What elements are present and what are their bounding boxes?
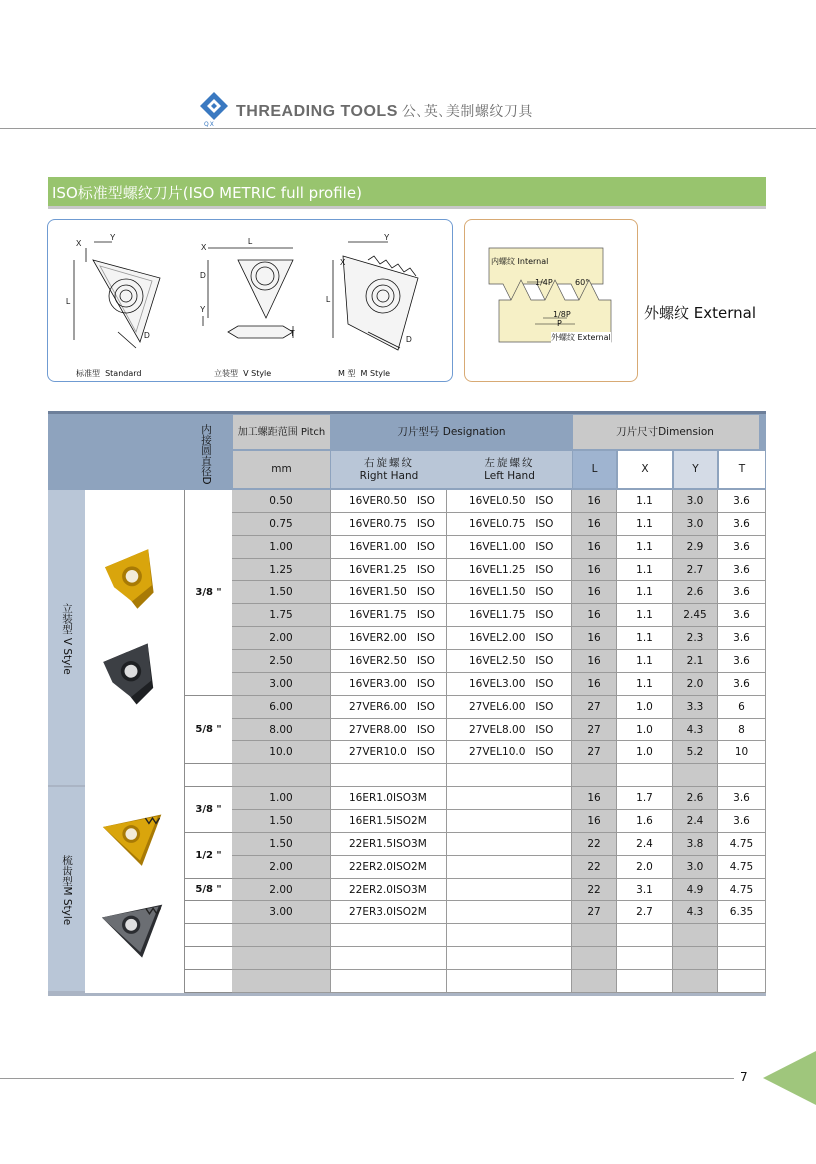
ic-diameter-blank-21 xyxy=(185,970,232,993)
header-y: Y xyxy=(692,463,699,475)
pitch-label: P xyxy=(557,319,562,328)
table-cell-left: 16VEL3.00 ISO xyxy=(447,673,572,696)
table-cell-right: 27VER10.0 ISO xyxy=(331,741,447,764)
ic-diameter-cell-2: 3/8 " xyxy=(185,787,232,833)
table-cell-pitch xyxy=(232,970,331,993)
table-cell-y: 2.3 xyxy=(673,627,718,650)
table-cell-t xyxy=(718,924,766,947)
m-style-label-x: X xyxy=(340,258,346,267)
table-cell-x: 2.4 xyxy=(617,833,673,856)
table-cell-left: 16VEL0.75 ISO xyxy=(447,513,572,536)
table-cell-x: 1.1 xyxy=(617,559,673,582)
table-cell-x: 1.0 xyxy=(617,719,673,742)
table-cell-t: 3.6 xyxy=(718,490,766,513)
table-cell-left xyxy=(447,901,572,924)
table-cell-left: 27VEL10.0 ISO xyxy=(447,741,572,764)
table-cell-left xyxy=(447,970,572,993)
table-cell-x: 1.1 xyxy=(617,490,673,513)
table-cell-right: 16ER1.5ISO2M xyxy=(331,810,447,833)
header-left-hand xyxy=(447,451,572,488)
table-cell-left: 16VEL2.00 ISO xyxy=(447,627,572,650)
table-cell-right xyxy=(331,947,447,970)
table-cell-left: 16VEL2.50 ISO xyxy=(447,650,572,673)
table-cell-l xyxy=(572,924,617,947)
insert-diagrams-panel xyxy=(47,219,453,382)
table-cell-x: 1.0 xyxy=(617,741,673,764)
logo-text: QX xyxy=(204,121,215,128)
table-cell-t: 3.6 xyxy=(718,810,766,833)
header-subtitle-cn: 公､英､美制螺纹刀具 xyxy=(401,103,533,119)
standard-label-d: D xyxy=(144,331,150,340)
table-cell-left: 27VEL6.00 ISO xyxy=(447,696,572,719)
table-cell-l: 16 xyxy=(572,513,617,536)
table-cell-left xyxy=(447,947,572,970)
table-cell-left: 16VEL1.25 ISO xyxy=(447,559,572,582)
group-label-0: 立装型 V Style xyxy=(61,602,73,675)
table-cell-l: 16 xyxy=(572,490,617,513)
table-cell-left xyxy=(447,879,572,902)
table-cell-pitch: 1.00 xyxy=(232,787,331,810)
table-cell-l: 16 xyxy=(572,604,617,627)
header-t: T xyxy=(738,463,746,475)
table-cell-pitch: 8.00 xyxy=(232,719,331,742)
table-cell-t xyxy=(718,764,766,787)
table-cell-y: 2.45 xyxy=(673,604,718,627)
table-cell-x: 2.7 xyxy=(617,901,673,924)
table-cell-pitch: 1.75 xyxy=(232,604,331,627)
footer-divider xyxy=(0,1078,734,1079)
table-cell-y: 2.1 xyxy=(673,650,718,673)
table-cell-x: 1.1 xyxy=(617,536,673,559)
header-x: X xyxy=(641,463,649,475)
header-divider xyxy=(0,128,816,129)
table-cell-left xyxy=(447,787,572,810)
table-cell-y: 3.3 xyxy=(673,696,718,719)
page-number: 7 xyxy=(740,1070,748,1084)
table-cell-y: 2.4 xyxy=(673,810,718,833)
table-cell-l: 22 xyxy=(572,833,617,856)
table-cell-pitch: 1.50 xyxy=(232,581,331,604)
table-cell-l: 16 xyxy=(572,536,617,559)
table-cell-pitch: 2.00 xyxy=(232,856,331,879)
table-cell-right: 16VER0.75 ISO xyxy=(331,513,447,536)
table-cell-l: 16 xyxy=(572,787,617,810)
table-cell-y xyxy=(673,970,718,993)
table-cell-x: 1.1 xyxy=(617,604,673,627)
table-cell-x: 1.1 xyxy=(617,513,673,536)
table-cell-right: 22ER1.5ISO3M xyxy=(331,833,447,856)
header-left-hand-en: Left Hand xyxy=(484,469,535,482)
m-style-gold-insert-image xyxy=(96,811,170,873)
table-cell-t: 3.6 xyxy=(718,604,766,627)
table-cell-pitch: 1.50 xyxy=(232,810,331,833)
table-cell-x: 3.1 xyxy=(617,879,673,902)
v-style-dark-insert-image xyxy=(94,635,168,713)
table-cell-y: 3.0 xyxy=(673,513,718,536)
v-style-label-d: D xyxy=(200,271,206,280)
m-style-dark-insert-image xyxy=(96,901,170,965)
table-cell-y: 5.2 xyxy=(673,741,718,764)
external-thread-title: 外螺纹 External xyxy=(644,304,757,322)
table-cell-left xyxy=(447,856,572,879)
ic-diameter-blank-12 xyxy=(185,764,232,787)
table-cell-y: 2.7 xyxy=(673,559,718,582)
table-cell-l: 16 xyxy=(572,673,617,696)
table-cell-y: 2.6 xyxy=(673,581,718,604)
table-cell-right: 16VER1.00 ISO xyxy=(331,536,447,559)
table-cell-y: 4.3 xyxy=(673,719,718,742)
header-title-en: THREADING TOOLS xyxy=(236,103,398,120)
table-cell-x xyxy=(617,924,673,947)
table-cell-y xyxy=(673,924,718,947)
table-cell-right: 16VER1.75 ISO xyxy=(331,604,447,627)
v-style-label-x: X xyxy=(201,243,207,252)
table-cell-l xyxy=(572,970,617,993)
table-cell-l: 16 xyxy=(572,627,617,650)
table-cell-left xyxy=(447,924,572,947)
table-cell-left: 16VEL1.00 ISO xyxy=(447,536,572,559)
table-cell-l: 16 xyxy=(572,581,617,604)
table-cell-t: 3.6 xyxy=(718,650,766,673)
table-cell-pitch: 1.50 xyxy=(232,833,331,856)
m-style-caption: M 型 M Style xyxy=(338,369,391,378)
table-cell-t: 6.35 xyxy=(718,901,766,924)
table-cell-pitch: 3.00 xyxy=(232,673,331,696)
table-cell-y xyxy=(673,764,718,787)
ic-diameter-blank-19 xyxy=(185,924,232,947)
table-cell-y: 2.0 xyxy=(673,673,718,696)
v-style-label-t: T xyxy=(290,329,295,338)
table-cell-pitch xyxy=(232,947,331,970)
table-cell-t xyxy=(718,970,766,993)
header-left-hand-cn: 左旋螺纹 xyxy=(484,456,535,469)
table-cell-t: 4.75 xyxy=(718,833,766,856)
header-title xyxy=(236,101,533,121)
m-style-label-y: Y xyxy=(384,233,390,242)
section-title: ISO标准型螺纹刀片(ISO METRIC full profile) xyxy=(52,184,362,202)
table-cell-t: 3.6 xyxy=(718,673,766,696)
standard-label-l: L xyxy=(66,297,71,306)
table-cell-right: 16VER2.50 ISO xyxy=(331,650,447,673)
table-cell-t: 8 xyxy=(718,719,766,742)
table-cell-right: 27VER6.00 ISO xyxy=(331,696,447,719)
table-cell-x xyxy=(617,947,673,970)
table-cell-x: 1.1 xyxy=(617,673,673,696)
header-right-hand-cn: 右旋螺纹 xyxy=(364,456,414,469)
table-cell-y: 2.9 xyxy=(673,536,718,559)
header-pitch-unit: mm xyxy=(271,463,292,475)
table-cell-pitch xyxy=(232,924,331,947)
v-style-gold-insert-image xyxy=(96,539,168,619)
table-cell-right: 27ER3.0ISO2M xyxy=(331,901,447,924)
table-cell-right: 16ER1.0ISO3M xyxy=(331,787,447,810)
header-designation: 刀片型号 Designation xyxy=(397,425,506,438)
table-cell-t: 6 xyxy=(718,696,766,719)
header-blank-cell xyxy=(48,414,185,490)
table-cell-t: 3.6 xyxy=(718,581,766,604)
table-cell-x: 1.6 xyxy=(617,810,673,833)
table-cell-l: 27 xyxy=(572,719,617,742)
table-cell-y: 3.0 xyxy=(673,856,718,879)
table-cell-pitch: 1.00 xyxy=(232,536,331,559)
header-ic-diameter: 内接圆直径D xyxy=(200,423,212,485)
ic-diameter-cell-0: 3/8 " xyxy=(185,490,232,696)
table-cell-t: 4.75 xyxy=(718,856,766,879)
v-style-caption: 立装型 V Style xyxy=(214,369,272,378)
standard-label-y: Y xyxy=(110,233,116,242)
table-cell-left xyxy=(447,764,572,787)
thread-profile-drawing xyxy=(465,220,637,381)
table-cell-pitch: 2.50 xyxy=(232,650,331,673)
v-style-label-y: Y xyxy=(200,305,206,314)
header-right-hand-en: Right Hand xyxy=(359,469,419,482)
table-cell-left: 16VEL1.75 ISO xyxy=(447,604,572,627)
table-cell-pitch: 2.00 xyxy=(232,627,331,650)
table-cell-left: 16VEL0.50 ISO xyxy=(447,490,572,513)
table-cell-right: 16VER0.50 ISO xyxy=(331,490,447,513)
table-cell-l: 27 xyxy=(572,741,617,764)
table-cell-x: 1.7 xyxy=(617,787,673,810)
table-cell-x xyxy=(617,970,673,993)
table-cell-x: 1.1 xyxy=(617,627,673,650)
table-cell-x: 1.1 xyxy=(617,581,673,604)
table-cell-pitch: 2.00 xyxy=(232,879,331,902)
insert-spec-table xyxy=(48,411,766,994)
table-cell-right xyxy=(331,764,447,787)
table-cell-pitch: 0.75 xyxy=(232,513,331,536)
m-style-label-d: D xyxy=(406,335,412,344)
table-cell-l: 22 xyxy=(572,879,617,902)
eighth-pitch-label: 1/8P xyxy=(553,310,571,319)
group-label-1: 梳齿型M Style xyxy=(61,854,73,926)
header-pitch-range: 加工螺距范围 Pitch xyxy=(237,426,326,438)
header-dimension: 刀片尺寸Dimension xyxy=(616,425,714,438)
table-cell-right xyxy=(331,970,447,993)
ic-diameter-cell-1: 5/8 " xyxy=(185,696,232,765)
table-cell-pitch: 1.25 xyxy=(232,559,331,582)
table-cell-right: 16VER2.00 ISO xyxy=(331,627,447,650)
insert-technical-drawings xyxy=(48,220,452,381)
table-cell-y: 4.3 xyxy=(673,901,718,924)
table-cell-y: 4.9 xyxy=(673,879,718,902)
table-cell-t: 3.6 xyxy=(718,536,766,559)
internal-thread-label: 内螺纹 Internal xyxy=(491,257,549,266)
angle-label: 60° xyxy=(575,278,590,287)
table-cell-left: 16VEL1.50 ISO xyxy=(447,581,572,604)
standard-label-x: X xyxy=(76,239,82,248)
table-cell-t: 3.6 xyxy=(718,559,766,582)
table-cell-left xyxy=(447,810,572,833)
table-cell-l: 27 xyxy=(572,696,617,719)
m-style-label-l: L xyxy=(326,295,331,304)
table-cell-l: 16 xyxy=(572,559,617,582)
table-cell-x: 1.1 xyxy=(617,650,673,673)
table-cell-pitch xyxy=(232,764,331,787)
table-cell-l: 16 xyxy=(572,810,617,833)
ic-diameter-blank-18 xyxy=(185,901,232,924)
quarter-pitch-label: 1/4P xyxy=(535,278,553,287)
table-cell-l: 27 xyxy=(572,901,617,924)
table-cell-x: 2.0 xyxy=(617,856,673,879)
table-cell-left xyxy=(447,833,572,856)
ic-diameter-blank-20 xyxy=(185,947,232,970)
table-cell-l xyxy=(572,947,617,970)
table-cell-l xyxy=(572,764,617,787)
table-cell-x xyxy=(617,764,673,787)
table-cell-right: 27VER8.00 ISO xyxy=(331,719,447,742)
table-cell-t: 10 xyxy=(718,741,766,764)
table-cell-t: 3.6 xyxy=(718,787,766,810)
ic-diameter-cell-3: 1/2 " xyxy=(185,833,232,879)
table-cell-pitch: 6.00 xyxy=(232,696,331,719)
table-cell-y: 3.0 xyxy=(673,490,718,513)
table-cell-l: 16 xyxy=(572,650,617,673)
table-cell-y: 3.8 xyxy=(673,833,718,856)
standard-caption: 标准型 Standard xyxy=(76,369,142,378)
external-thread-label: 外螺纹 External xyxy=(551,333,611,342)
table-cell-t: 4.75 xyxy=(718,879,766,902)
table-cell-pitch: 0.50 xyxy=(232,490,331,513)
table-cell-right: 16VER1.25 ISO xyxy=(331,559,447,582)
v-style-label-l: L xyxy=(248,237,253,246)
table-cell-pitch: 3.00 xyxy=(232,901,331,924)
header-l: L xyxy=(591,463,598,475)
table-cell-x: 1.0 xyxy=(617,696,673,719)
table-cell-right: 22ER2.0ISO3M xyxy=(331,879,447,902)
table-cell-t: 3.6 xyxy=(718,513,766,536)
table-cell-right: 22ER2.0ISO2M xyxy=(331,856,447,879)
table-cell-l: 22 xyxy=(572,856,617,879)
table-cell-t xyxy=(718,947,766,970)
table-cell-t: 3.6 xyxy=(718,627,766,650)
ic-diameter-cell-4: 5/8 " xyxy=(185,879,232,902)
thread-profile-panel xyxy=(464,219,638,382)
table-cell-right: 16VER3.00 ISO xyxy=(331,673,447,696)
table-cell-y xyxy=(673,947,718,970)
table-cell-pitch: 10.0 xyxy=(232,741,331,764)
table-cell-left: 27VEL8.00 ISO xyxy=(447,719,572,742)
table-cell-right xyxy=(331,924,447,947)
table-bottom-border xyxy=(48,993,766,996)
footer-triangle-icon xyxy=(763,1051,816,1105)
header-right-hand xyxy=(331,451,447,488)
table-cell-right: 16VER1.50 ISO xyxy=(331,581,447,604)
table-cell-y: 2.6 xyxy=(673,787,718,810)
section-banner xyxy=(48,177,766,209)
